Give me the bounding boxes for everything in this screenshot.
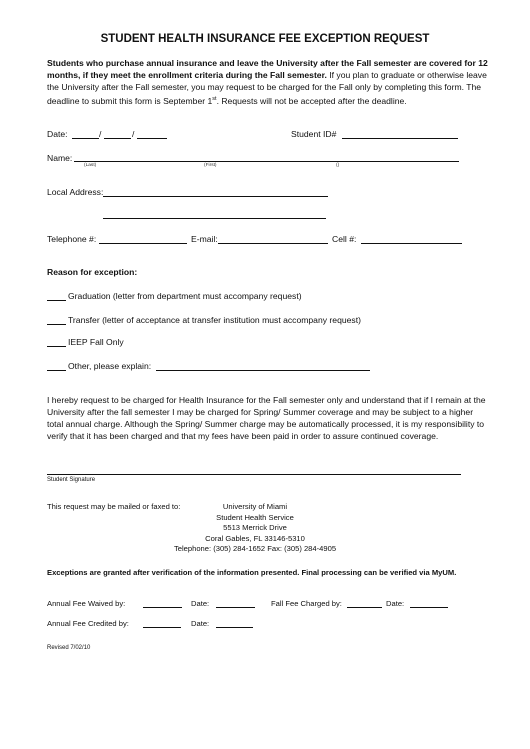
date-separator: / — [99, 129, 102, 139]
annual-fee-credited-field[interactable] — [143, 627, 181, 628]
reason-transfer: Transfer (letter of acceptance at transfer institution must accompany request) — [68, 315, 361, 325]
address-line: University of Miami — [222, 502, 288, 511]
student-id-label: Student ID# — [291, 129, 337, 139]
mail-label: This request may be mailed or faxed to: — [47, 502, 181, 511]
date-day-field[interactable] — [104, 138, 131, 139]
telephone-field[interactable] — [99, 243, 187, 244]
telephone-label: Telephone #: — [47, 234, 97, 244]
address-line: Coral Gables, FL 33146-5310 — [205, 533, 305, 543]
other-explain-field[interactable] — [156, 370, 370, 371]
fall-fee-charged-field[interactable] — [347, 607, 382, 608]
email-label: E-mail: — [191, 234, 218, 244]
local-address-label: Local Address: — [47, 187, 104, 197]
cell-field[interactable] — [361, 243, 462, 244]
statement-paragraph: I hereby request to be charged for Health Insurance for the Fall semester only and understand that if I remain at the University after the fall semester I may be charged for Spring/ Summer coverage and may be subject to a higher total annual charge. Although the Spring/ Summer charge may be automatically processed, it is my responsibility to verify that it has been charged and that my fees have been paid in order to assure continued coverage. — [47, 395, 486, 441]
signature-label: Student Signature — [47, 477, 96, 483]
local-address-field-line1[interactable] — [103, 196, 328, 197]
reason-checkbox-line[interactable] — [47, 370, 66, 371]
reason-checkbox-line[interactable] — [47, 300, 66, 301]
signature-field[interactable] — [47, 474, 461, 475]
intro-bold: Students who purchase annual insurance and leave the University after the Fall semester are covered for 12 months, if they meet the enrollment criteria during the Fall semester. — [47, 58, 488, 80]
date-label: Date: — [47, 129, 68, 139]
address-line: 5513 Merrick Drive — [223, 523, 287, 532]
reason-graduation: Graduation (letter from department must accompany request) — [68, 291, 302, 301]
date-label: Date: — [191, 599, 210, 608]
email-field[interactable] — [218, 243, 328, 244]
date-field[interactable] — [216, 607, 255, 608]
annual-fee-credited-label: Annual Fee Credited by: — [47, 619, 129, 628]
cell-label: Cell #: — [332, 234, 357, 244]
date-field[interactable] — [410, 607, 448, 608]
local-address-field-line2[interactable] — [103, 218, 326, 219]
intro-sup: st — [212, 96, 217, 102]
name-last-caption: (Last) — [84, 163, 97, 168]
form-title: STUDENT HEALTH INSURANCE FEE EXCEPTION REQUEST — [100, 33, 430, 45]
intro-end: . Requests will not be accepted after the deadline. — [216, 95, 407, 106]
mail-address — [173, 502, 337, 555]
date-month-field[interactable] — [72, 138, 99, 139]
reason-checkbox-line[interactable] — [47, 324, 66, 325]
name-first-caption: (First) — [204, 163, 217, 168]
intro-paragraph — [47, 57, 492, 107]
address-line: Telephone: (305) 284-1652 Fax: (305) 284-4905 — [173, 544, 337, 553]
reason-checkbox-line[interactable] — [47, 346, 66, 347]
annual-fee-waived-label: Annual Fee Waived by: — [47, 599, 126, 608]
name-field[interactable] — [74, 161, 459, 162]
reason-heading: Reason for exception: — [47, 267, 138, 277]
verification-notice: Exceptions are granted after verification of the information presented. Final processing can be verified via MyUM. — [47, 568, 457, 577]
date-label: Date: — [191, 619, 210, 628]
address-line: Student Health Service — [216, 512, 294, 522]
reason-other: Other, please explain: — [68, 361, 152, 371]
date-separator: / — [132, 129, 135, 139]
date-field[interactable] — [216, 627, 253, 628]
annual-fee-waived-field[interactable] — [143, 607, 182, 608]
name-mi-caption: () — [336, 163, 340, 168]
date-year-field[interactable] — [137, 138, 167, 139]
intro-rest: If you plan to graduate or otherwise leave the University after the Fall semester, you may request to be charged for the Fall only by completing this form. The deadline to submit this form is September 1 — [47, 70, 487, 106]
date-label: Date: — [386, 599, 405, 608]
fall-fee-charged-label: Fall Fee Charged by: — [271, 599, 342, 608]
student-id-field[interactable] — [342, 138, 458, 139]
revised-date: Revised 7/02/10 — [47, 645, 91, 651]
reason-ieep: IEEP Fall Only — [68, 337, 124, 347]
name-label: Name: — [47, 153, 73, 163]
